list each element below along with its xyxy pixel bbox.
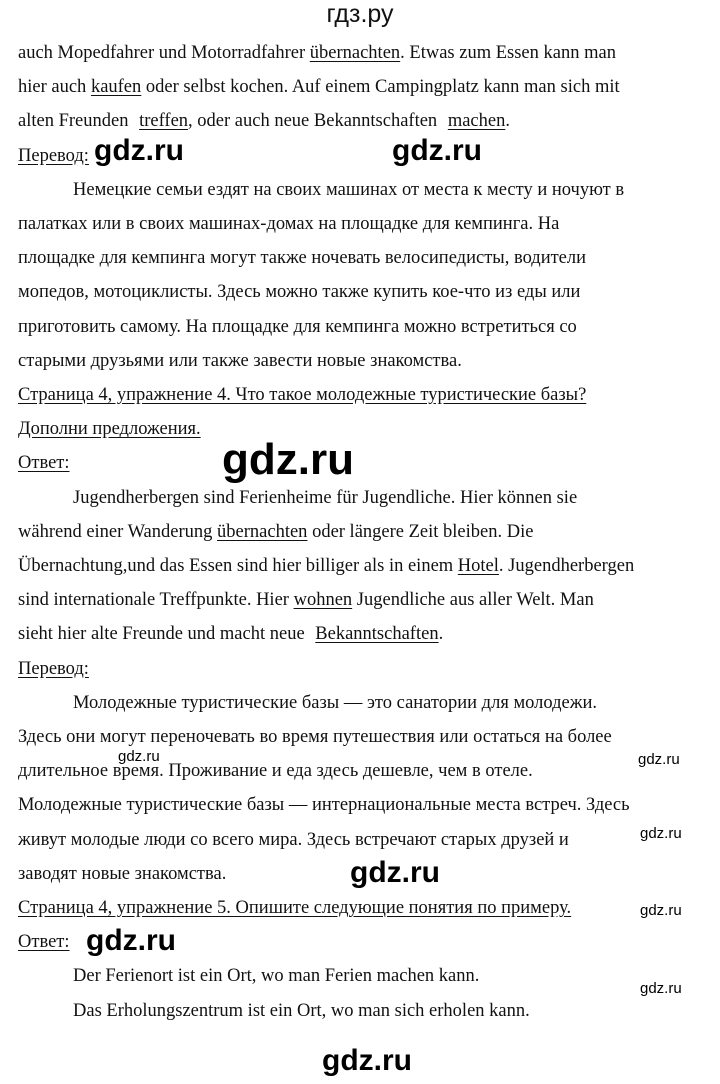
watermark: gdz.ru — [638, 751, 680, 768]
translation-line: палатках или в своих машинах-домах на площадке для кемпинга. На — [18, 214, 560, 234]
paragraph-line: auch Mopedfahrer und Motorradfahrer übernachten. Etwas zum Essen kann man — [18, 43, 616, 63]
answer-label: Ответ: — [18, 932, 70, 953]
translation-line: мопедов, мотоциклисты. Здесь можно также купить кое-что из еды или — [18, 282, 581, 303]
watermark: gdz.ru — [222, 435, 354, 484]
paragraph-line: alten Freunden treffen, oder auch neue Bekanntschaften machen. — [18, 111, 510, 132]
task-heading: Страница 4, упражнение 5. Опишите следующие понятия по примеру. — [18, 898, 572, 919]
task-heading: Страница 4, упражнение 4. Что такое молодежные туристические базы? — [18, 385, 587, 406]
translation-line: приготовить самому. На площадке для кемпинга можно встретиться со — [18, 316, 577, 337]
watermark: gdz.ru — [640, 825, 682, 842]
perevod-label: Перевод: — [18, 145, 89, 166]
watermark: gdz.ru — [118, 748, 160, 765]
watermark: gdz.ru — [322, 1044, 412, 1077]
translation-line: Молодежные туристические базы — интернациональные места встреч. Здесь — [18, 795, 630, 816]
answer-line: Jugendherbergen sind Ferienheime für Jugendliche. Hier können sie — [73, 487, 578, 508]
answer-line: Übernachtung,und das Essen sind hier billiger als in einem Hotel. Jugendherbergen — [18, 556, 635, 577]
translation-line: Молодежные туристические базы — это санатории для молодежи. — [73, 692, 598, 713]
answer-label: Ответ: — [18, 453, 70, 474]
site-header: гдз.ру — [326, 0, 394, 28]
watermark: gdz.ru — [350, 856, 440, 889]
task-heading: Дополни предложения. — [18, 419, 201, 440]
answer-line: während einer Wanderung übernachten oder längere Zeit bleiben. Die — [18, 521, 534, 542]
translation-line: Здесь они могут переночевать во время путешествия или остаться на более — [18, 727, 612, 748]
watermark: gdz.ru — [392, 134, 482, 167]
watermark: gdz.ru — [86, 924, 176, 957]
paragraph-line: hier auch kaufen oder selbst kochen. Auf einem Campingplatz kann man sich mit — [18, 77, 620, 98]
answer-line: Der Ferienort ist ein Ort, wo man Ferien machen kann. — [73, 966, 480, 987]
translation-line: живут молодые люди со всего мира. Здесь встречают старых друзей и — [18, 829, 569, 850]
perevod-label: Перевод: — [18, 658, 89, 679]
watermark: gdz.ru — [640, 902, 682, 919]
translation-line: заводят новые знакомства. — [18, 863, 227, 884]
translation-line: старыми друзьями или также завести новые знакомства. — [18, 350, 462, 371]
answer-line: sind internationale Treffpunkte. Hier wohnen Jugendliche aus aller Welt. Man — [18, 590, 594, 611]
watermark: gdz.ru — [640, 980, 682, 997]
translation-line: Немецкие семьи ездят на своих машинах от места к месту и ночуют в — [73, 179, 625, 200]
answer-line: sieht hier alte Freunde und macht neue Bekanntschaften. — [18, 624, 444, 645]
answer-line: Das Erholungszentrum ist ein Ort, wo man sich erholen kann. — [73, 1000, 530, 1021]
translation-line: длительное время. Проживание и еда здесь дешевле, чем в отеле. — [18, 761, 533, 782]
watermark: gdz.ru — [94, 134, 184, 167]
translation-line: площадке для кемпинга могут также ночевать велосипедисты, водители — [18, 248, 587, 269]
